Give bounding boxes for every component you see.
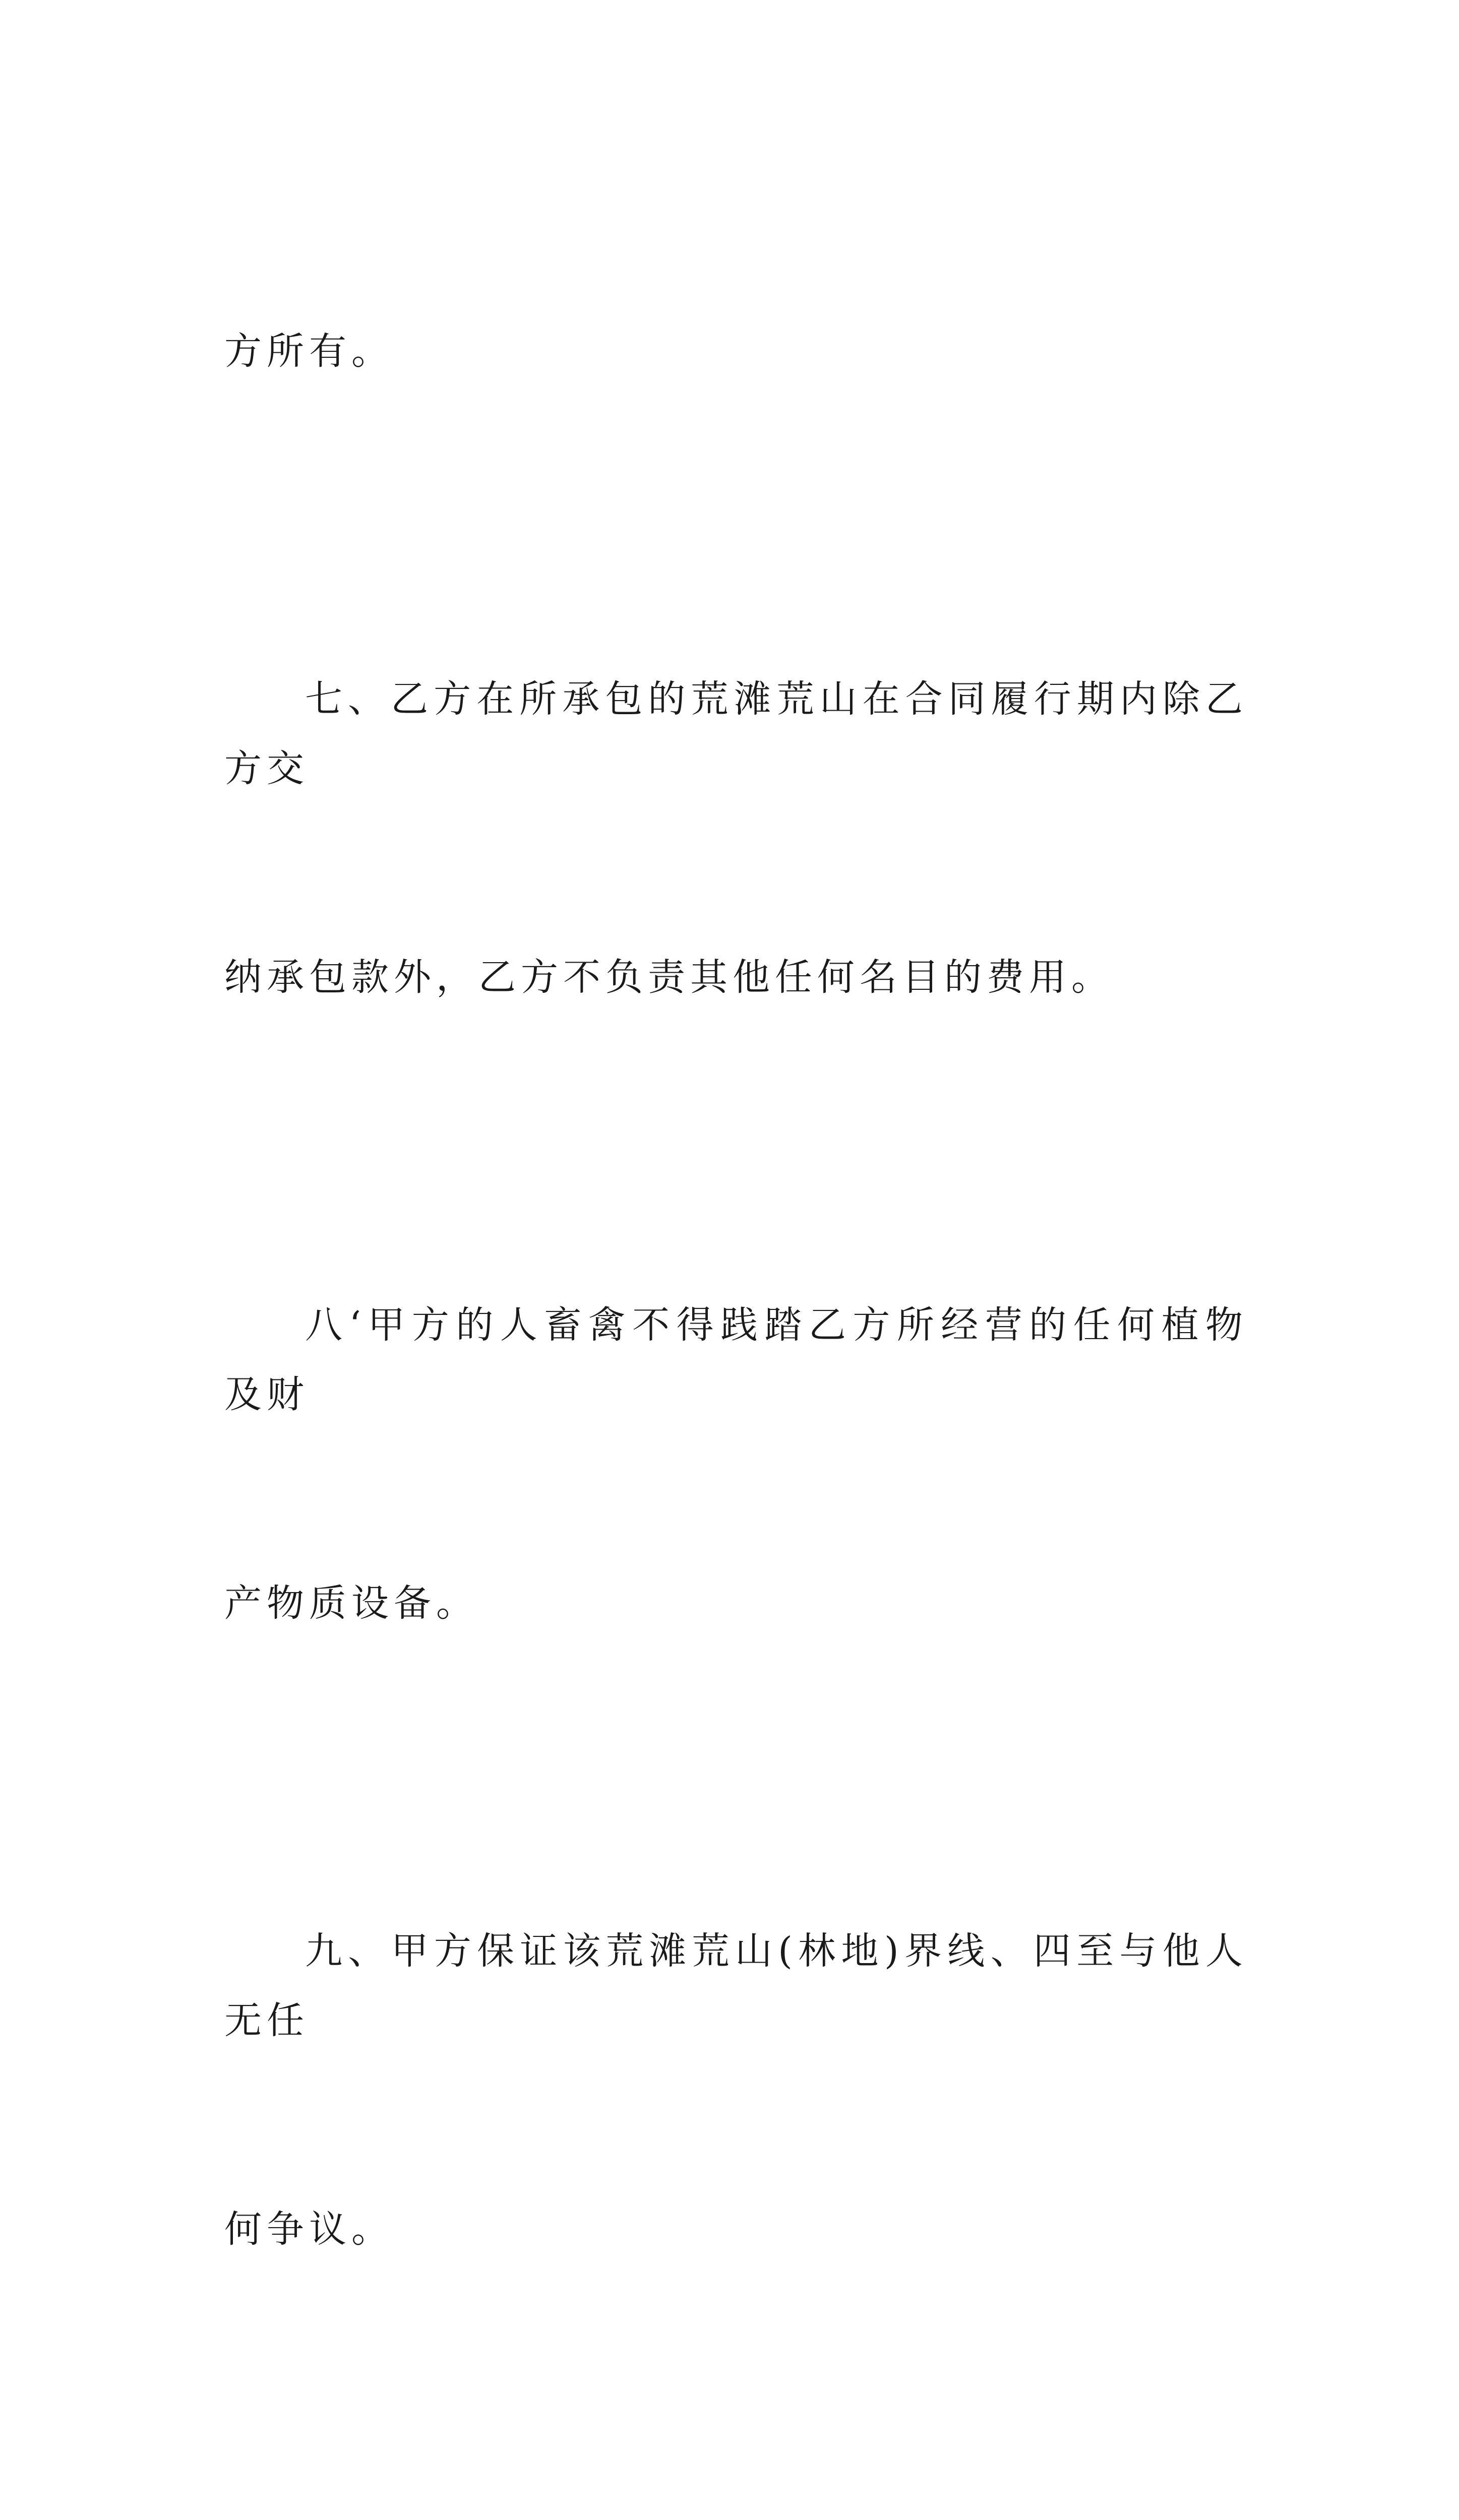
- contract-body: [224, 177, 1248, 2520]
- paragraph-clause-8: [224, 1151, 1248, 1777]
- text-line: 九、甲方保证该荒滩荒山(林地)界线、四至与他人无任: [224, 1929, 1248, 2042]
- paragraph-clause-9: [224, 1777, 1248, 2403]
- text-line: 方所有。: [224, 330, 394, 373]
- paragraph-1: [224, 177, 1248, 525]
- text-line: 七、乙方在所承包的荒滩荒山在合同履行期内除乙方交: [224, 677, 1248, 790]
- text-line: 纳承包款外，乙方不负责其他任何名目的费用。: [224, 956, 1114, 999]
- paragraph-clause-7: [224, 525, 1248, 1151]
- paragraph-dispute: [224, 2403, 1248, 2520]
- text-line: 八‘甲方的人畜禽不得践踏乙方所经营的任何植物及财: [224, 1303, 1248, 1416]
- text-line: 产物质设备。: [224, 1582, 478, 1625]
- text-line: 何争议。: [224, 2208, 394, 2251]
